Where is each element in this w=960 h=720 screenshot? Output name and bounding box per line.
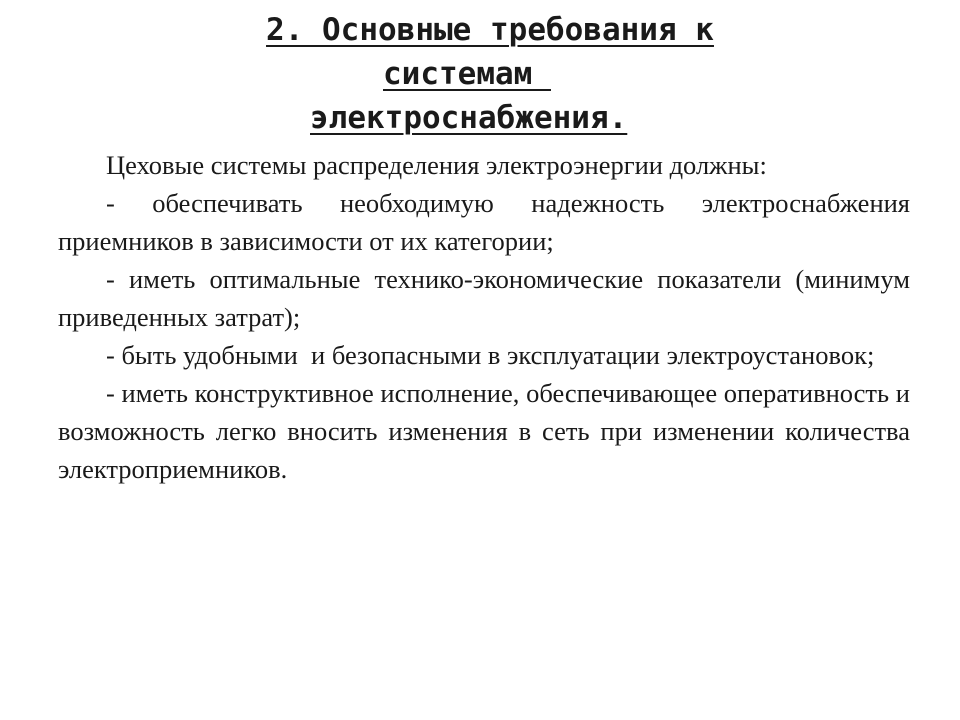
title-line-1: 2. Основные требования к (266, 12, 714, 48)
slide-body (58, 146, 910, 488)
intro-paragraph: Цеховые системы распределения электроэнергии должны: (106, 150, 767, 180)
slide-title (120, 8, 840, 140)
requirement-item-3: - быть удобными и безопасными в эксплуатации электроустановок; (106, 340, 875, 370)
requirement-item-1: - обеспечивать необходимую надежность электроснабжения приемников в зависимости от их категории; (58, 188, 910, 256)
title-line-2: системам (383, 56, 551, 92)
title-line-3: электроснабжения. (310, 100, 628, 136)
requirement-item-4: - иметь конструктивное исполнение, обеспечивающее оперативность и возможность легко вносить изменения в сеть при изменении количества электроприемников. (58, 378, 910, 484)
requirement-item-2: - иметь оптимальные технико-экономические показатели (минимум приведенных затрат); (58, 264, 910, 332)
